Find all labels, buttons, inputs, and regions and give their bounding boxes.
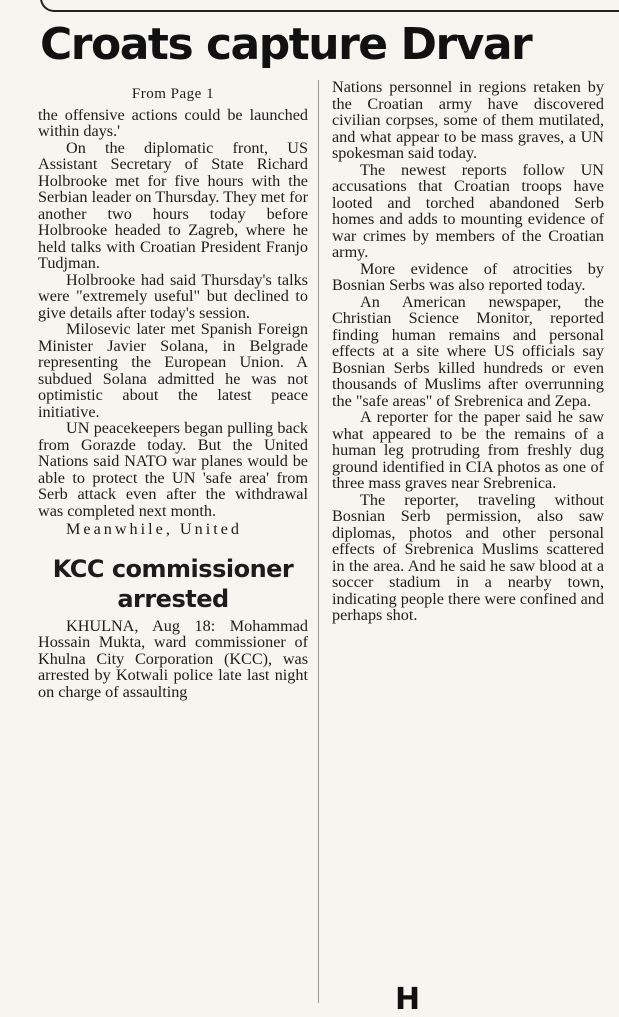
paragraph: The newest reports follow UN accusations that Croatian troops have looted and torched abandoned Serb homes and adds to mounting evidence of war crimes by members of the Croatian army. (332, 160, 604, 261)
paragraph: More evidence of atrocities by Bosnian Serbs was also reported today. (332, 259, 604, 294)
paragraph: Holbrooke had said Thursday's talks were "extremely useful" but declined to give details after today's session. (38, 270, 308, 322)
left-column (38, 86, 308, 700)
paragraph: Milosevic later met Spanish Foreign Minister Javier Solana, in Belgrade representing the European Union. A subdued Solana admitted he was not optimistic about the latest peace initiative. (38, 320, 308, 421)
jump-line: From Page 1 (131, 86, 215, 102)
paragraph: The reporter, traveling without Bosnian Serb permission, also saw diplomas, photos and other personal effects of Srebrenica Muslims scattered in the area. And he said he saw blood at a soccer stadium in a nearby town, indicating people there were confined and perhaps shot. (332, 490, 604, 624)
paragraph: the offensive actions could be launched within days.' (38, 105, 308, 140)
headline: Croats capture Drvar (40, 19, 532, 70)
paragraph: An American newspaper, the Christian Science Monitor, reported finding human remains and personal effects at a site where US officials say Bosnian Serbs killed hundreds or even thousands of Muslims after overrunning the "safe areas" of Srebrenica and Zepa. (332, 292, 604, 410)
right-column (332, 79, 604, 624)
paragraph: Nations personnel in regions retaken by the Croatian army have discovered civilian corpses, some of them mutilated, and what appear to be mass graves, a UN spokesman said today. (332, 78, 604, 162)
paragraph: Meanwhile, United (66, 520, 242, 538)
column-divider (318, 80, 319, 1003)
paragraph: UN peacekeepers began pulling back from Gorazde today. But the United Nations said NATO war planes would be able to protect the UN 'safe area' from Serb attack even after the withdrawal was completed next month. (38, 419, 308, 520)
paragraph: KHULNA, Aug 18: Mohammad Hossain Mukta, ward commissioner of Khulna City Corporation (KCC), was arrested by Kotwali police late last night on charge of assaulting (38, 616, 308, 701)
page-top-border (40, 0, 619, 12)
second-story-headline: KCC commissioner arrested (52, 554, 294, 613)
next-headline-fragment: H (395, 982, 421, 1017)
paragraph: On the diplomatic front, US Assistant Secretary of State Richard Holbrooke met for five hours with the Serbian leader on Thursday. They met for another two hours today before Holbrooke headed to Zagreb, where he held talks with Croatian President Franjo Tudjman. (38, 138, 308, 272)
paragraph: A reporter for the paper said he saw what appeared to be the remains of a human leg protruding from freshly dug ground identified in CIA photos as one of three mass graves near Srebrenica. (332, 408, 604, 492)
